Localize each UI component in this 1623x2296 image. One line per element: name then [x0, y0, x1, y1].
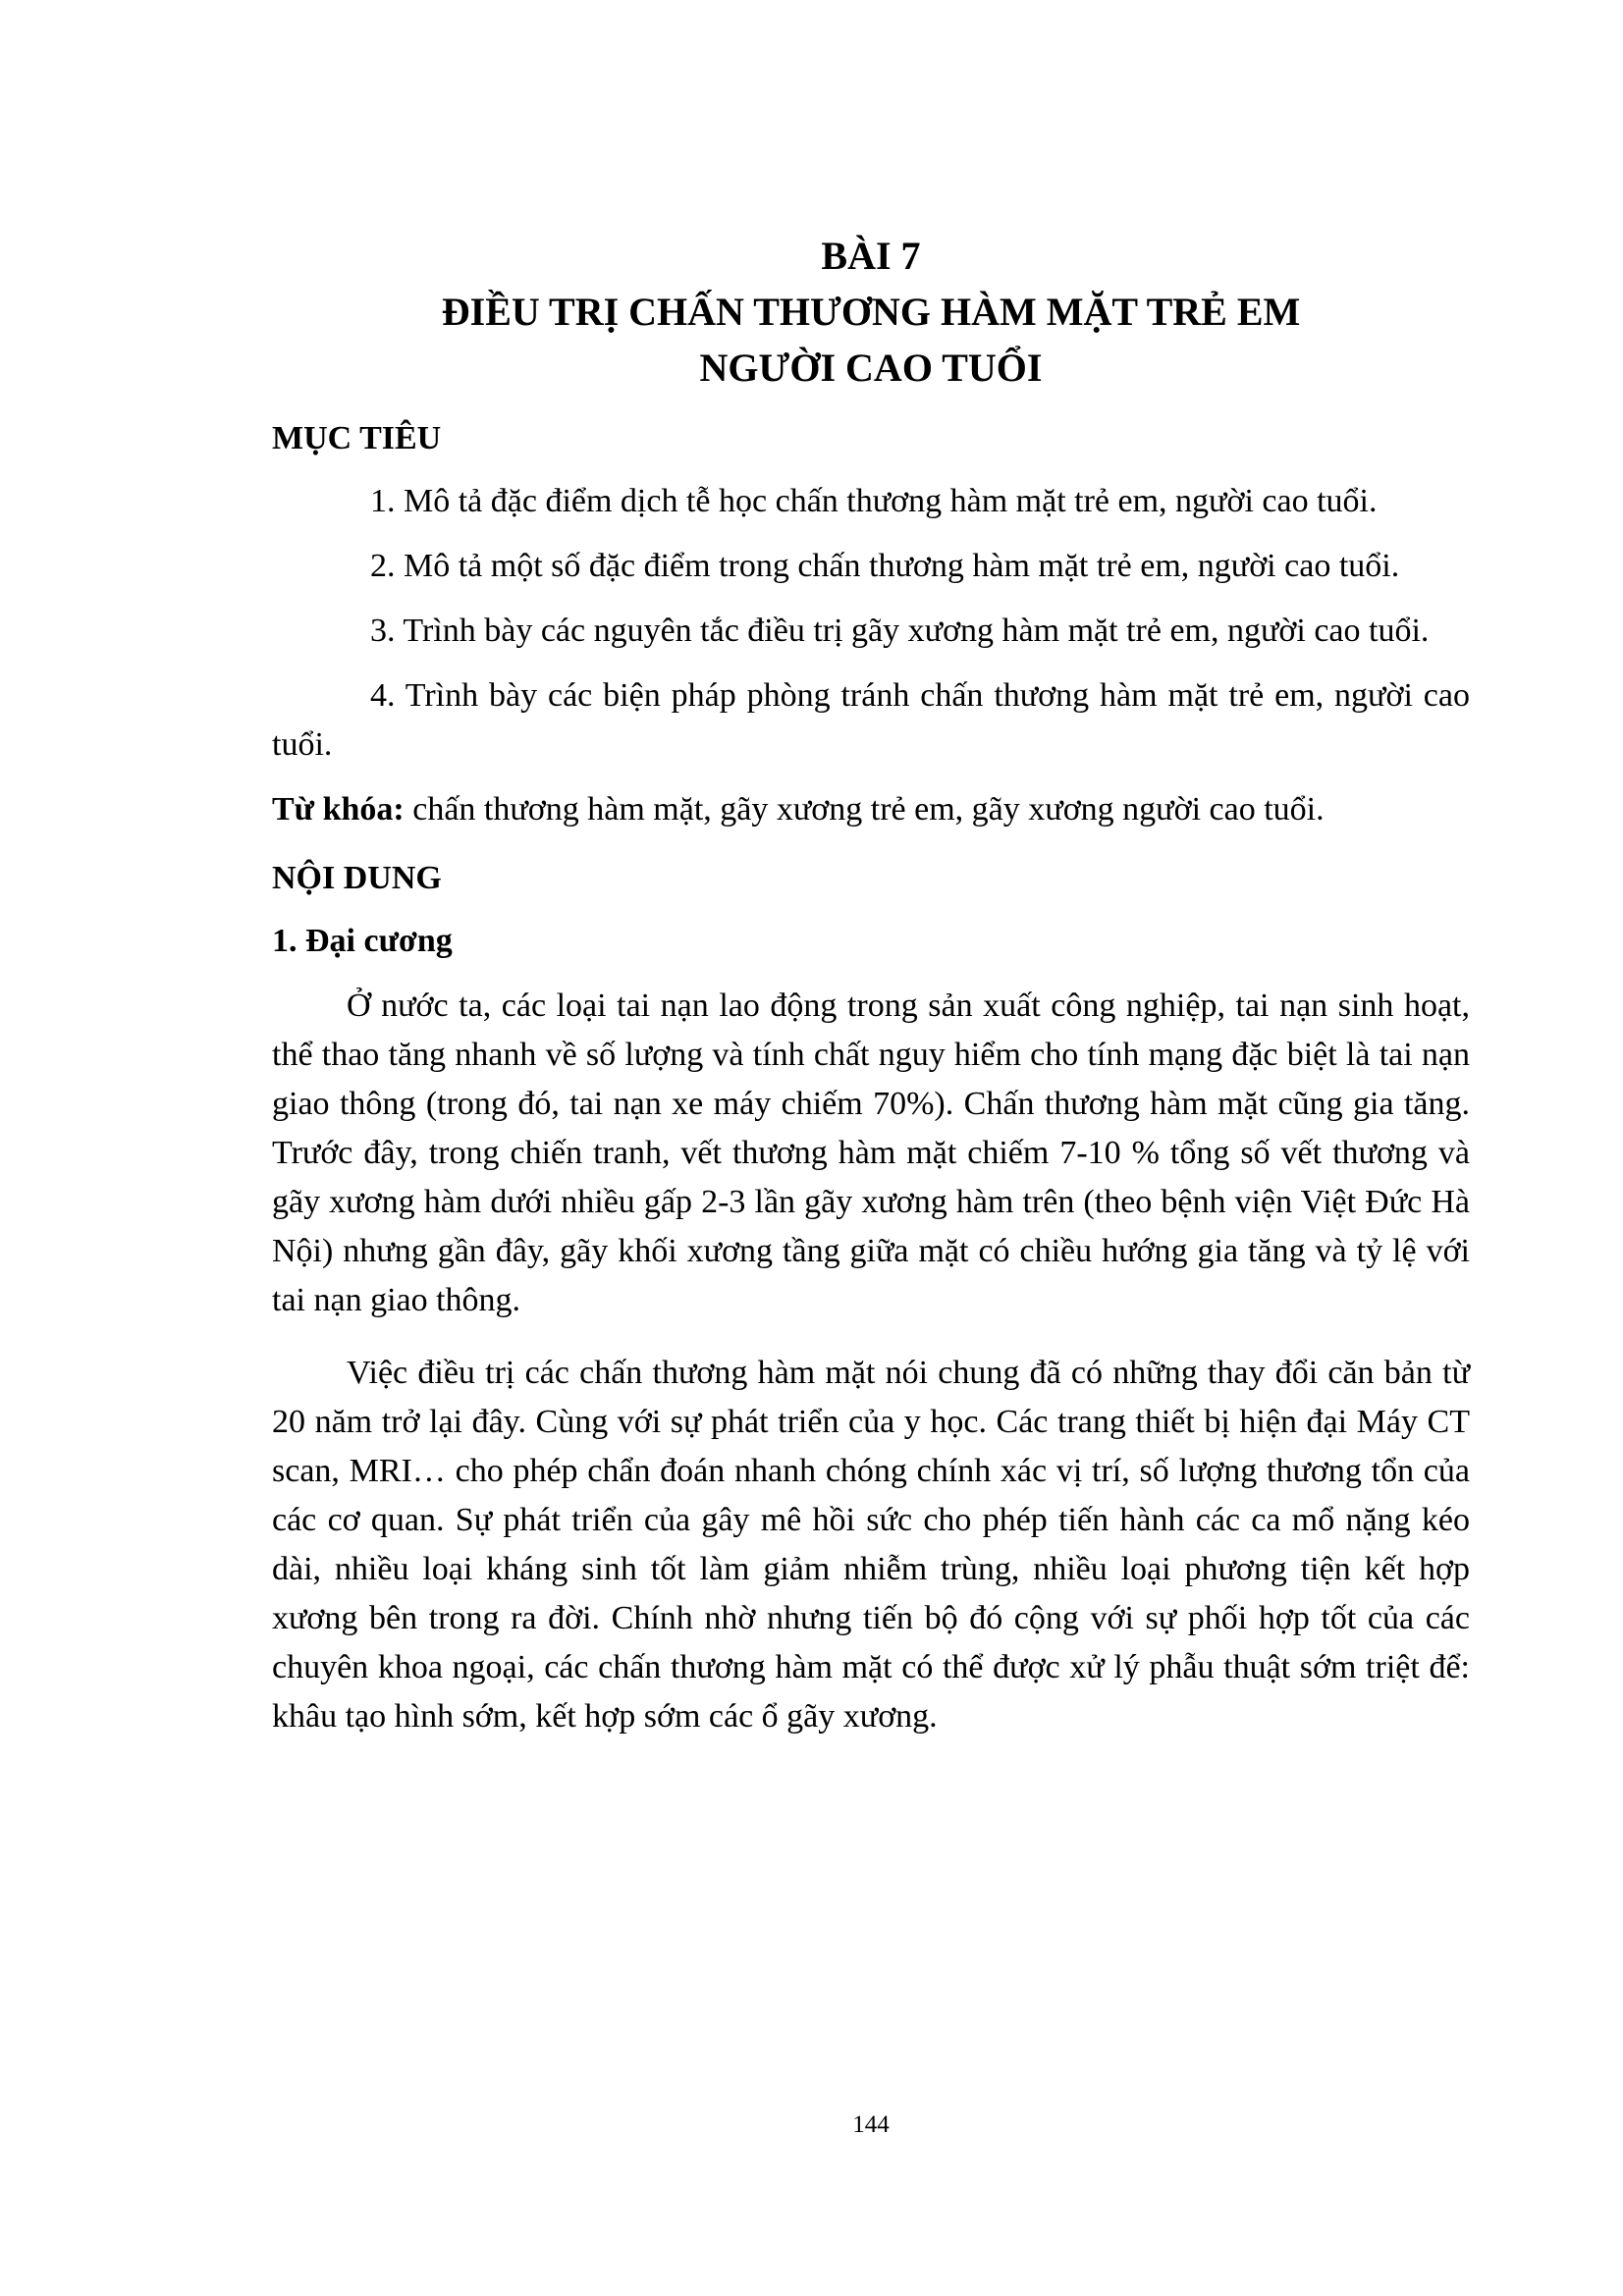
objective-item: 4. Trình bày các biện pháp phòng tránh chấn thương hàm mặt trẻ em, người cao tuổi.	[272, 677, 1470, 763]
lesson-number: BÀI 7	[821, 234, 921, 278]
objectives-list	[272, 477, 1470, 770]
document-body	[272, 414, 1470, 1741]
page-number: 144	[852, 2111, 890, 2138]
lesson-title-block	[272, 228, 1470, 396]
objective-item: 2. Mô tả một số đặc điểm trong chấn thương hàm mặt trẻ em, người cao tuổi.	[370, 548, 1400, 584]
lesson-title-line-1: ĐIỀU TRỊ CHẤN THƯƠNG HÀM MẶT TRẺ EM	[441, 290, 1301, 334]
body-paragraph: Việc điều trị các chấn thương hàm mặt nói chung đã có những thay đổi căn bản từ 20 năm trở lại đây. Cùng với sự phát triển của y học. Các trang thiết bị hiện đại Máy CT scan, MRI… cho phép chẩn đoán nhanh chóng chính xác vị trí, số lượng thương tổn của các cơ quan. Sự phát triển của gây mê hồi sức cho phép tiến hành các ca mổ nặng kéo dài, nhiều loại kháng sinh tốt làm giảm nhiễm trùng, nhiều loại phương tiện kết hợp xương bên trong ra đời. Chính nhờ nhưng tiến bộ đó cộng với sự phối hợp tốt của các chuyên khoa ngoại, các chấn thương hàm mặt có thể được xử lý phẫu thuật sớm triệt để: khâu tạo hình sớm, kết hợp sớm các ổ gãy xương.	[272, 1355, 1470, 1735]
keywords-text: chấn thương hàm mặt, gãy xương trẻ em, gãy xương người cao tuổi.	[404, 791, 1325, 828]
objective-item: 1. Mô tả đặc điểm dịch tễ học chấn thương hàm mặt trẻ em, người cao tuổi.	[370, 483, 1378, 519]
lesson-title-line-2: NGƯỜI CAO TUỔI	[699, 346, 1043, 390]
keywords-line	[272, 785, 1470, 834]
section-heading-general: 1. Đại cương	[272, 923, 453, 959]
body-paragraph: Ở nước ta, các loại tai nạn lao động trong sản xuất công nghiệp, tai nạn sinh hoạt, thể thao tăng nhanh về số lượng và tính chất nguy hiểm cho tính mạng đặc biệt là tai nạn giao thông (trong đó, tai nạn xe máy chiếm 70%). Chấn thương hàm mặt cũng gia tăng. Trước đây, trong chiến tranh, vết thương hàm mặt chiếm 7-10 % tổng số vết thương và gãy xương hàm dưới nhiều gấp 2-3 lần gãy xương hàm trên (theo bệnh viện Việt Đức Hà Nội) nhưng gần đây, gãy khối xương tầng giữa mặt có chiều hướng gia tăng và tỷ lệ với tai nạn giao thông.	[272, 988, 1470, 1318]
content-heading: NỘI DUNG	[272, 860, 442, 896]
keywords-label: Từ khóa:	[272, 791, 405, 828]
objective-item: 3. Trình bày các nguyên tắc điều trị gãy xương hàm mặt trẻ em, người cao tuổi.	[370, 613, 1430, 649]
document-page	[272, 0, 1470, 2296]
objectives-heading: MỤC TIÊU	[272, 420, 442, 456]
